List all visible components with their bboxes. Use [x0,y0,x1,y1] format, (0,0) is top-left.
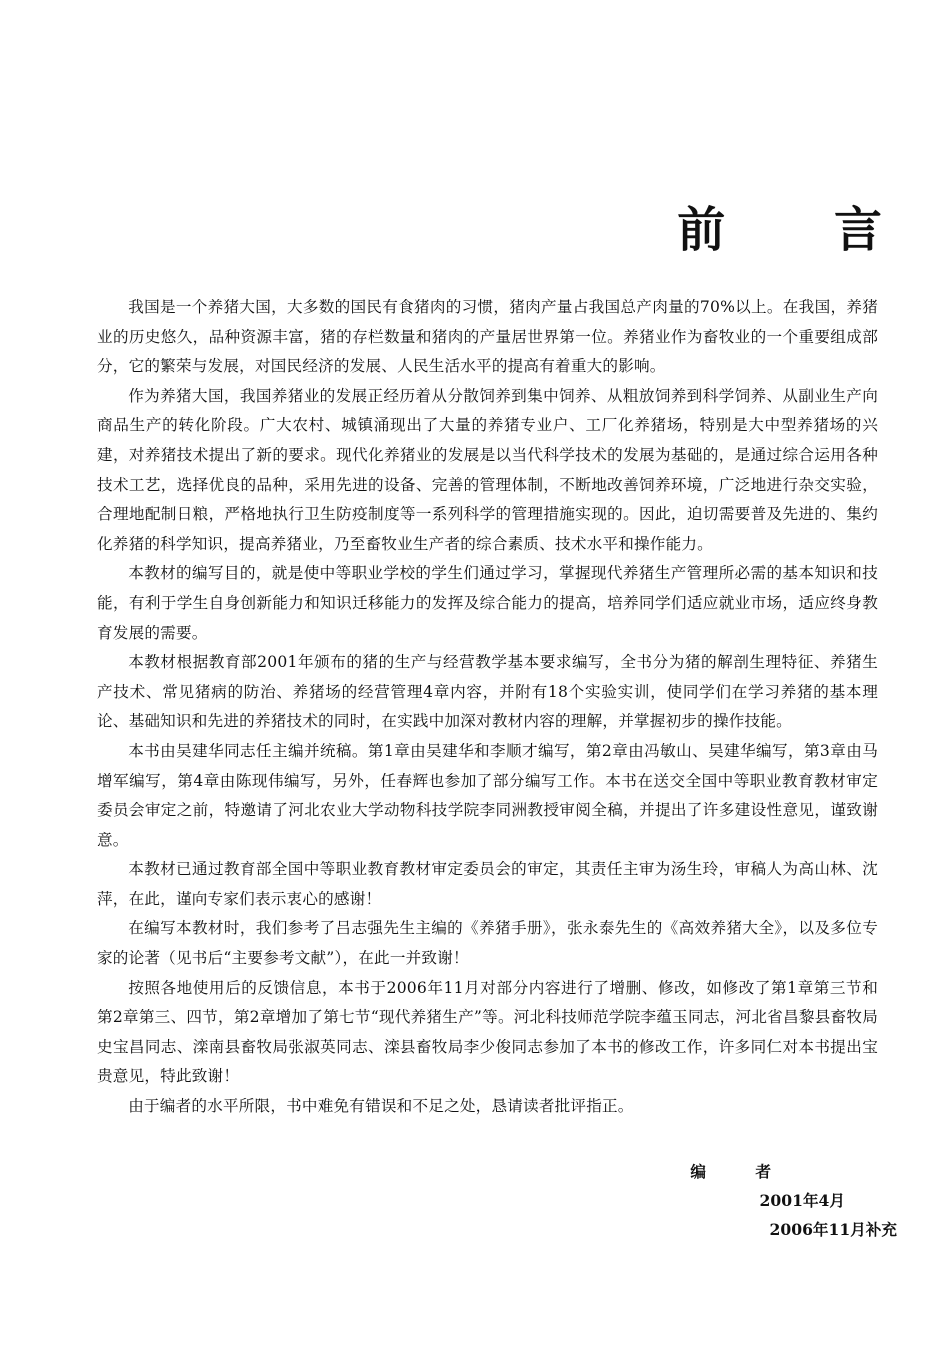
signature-block [690,1157,897,1244]
signature-date: 2001年4月 [759,1191,845,1210]
page-title: 前 言 [677,202,928,258]
preface-body [97,293,878,1122]
paragraph-2: 作为养猪大国，我国养猪业的发展正经历着从分散饲养到集中饲养、从粗放饲养到科学饲养、从副业生产向商品生产的转化阶段。广大农村、城镇涌现出了大量的养猪专业户、工厂化养猪场，特别是大中型养猪场的兴建，对养猪技术提出了新的要求。现代化养猪业的发展是以当代科学技术的发展为基础的，是通过综合运用各种技术工艺，选择优良的品种，采用先进的设备、完善的管理体制，不断地改善饲养环境，广泛地进行杂交实验，合理地配制日粮，严格地执行卫生防疫制度等一系列科学的管理措施实现的。因此，迫切需要普及先进的、集约化养猪的科学知识，提高养猪业，乃至畜牧业生产者的综合素质、技术水平和操作能力。 [97,386,878,553]
signature-supplement-date: 2006年11月补充 [769,1220,897,1239]
paragraph-9: 由于编者的水平所限，书中难免有错误和不足之处，恳请读者批评指正。 [128,1097,634,1116]
paragraph-1: 我国是一个养猪大国，大多数的国民有食猪肉的习惯，猪肉产量占我国总产肉量的70%以上。在我国，养猪业的历史悠久，品种资源丰富，猪的存栏数量和猪肉的产量居世界第一位。养猪业作为畜牧业的一个重要组成部分，它的繁荣与发展，对国民经济的发展、人民生活水平的提高有着重大的影响。 [97,298,878,376]
paragraph-4: 本教材根据教育部2001年颁布的猪的生产与经营教学基本要求编写，全书分为猪的解剖生理特征、养猪生产技术、常见猪病的防治、养猪场的经营管理4章内容，并附有18个实验实训，使同学们在学习养猪的基本理论、基础知识和先进的养猪技术的同时，在实践中加深对教材内容的理解，并掌握初步的操作技能。 [97,653,878,731]
paragraph-3: 本教材的编写目的，就是使中等职业学校的学生们通过学习，掌握现代养猪生产管理所必需的基本知识和技能，有利于学生自身创新能力和知识迁移能力的发挥及综合能力的提高，培养同学们适应就业市场，适应终身教育发展的需要。 [97,564,878,642]
paragraph-7: 在编写本教材时，我们参考了吕志强先生主编的《养猪手册》，张永泰先生的《高效养猪大全》，以及多位专家的论著（见书后“主要参考文献”），在此一并致谢！ [97,919,878,968]
paragraph-5: 本书由吴建华同志任主编并统稿。第1章由吴建华和李顺才编写，第2章由冯敏山、吴建华编写，第3章由马增军编写，第4章由陈现伟编写，另外，任春辉也参加了部分编写工作。本书在送交全国中等职业教育教材审定委员会审定之前，特邀请了河北农业大学动物科技学院李同洲教授审阅全稿，并提出了许多建设性意见，谨致谢意。 [97,741,878,849]
paragraph-8: 按照各地使用后的反馈信息，本书于2006年11月对部分内容进行了增删、修改，如修改了第1章第三节和第2章第三、四节，第2章增加了第七节“现代养猪生产”等。河北科技师范学院李蕴玉同志，河北省昌黎县畜牧局史宝昌同志、滦南县畜牧局张淑英同志、滦县畜牧局李少俊同志参加了本书的修改工作，许多同仁对本书提出宝贵意见，特此致谢！ [97,978,878,1086]
signature-editor: 编 者 [690,1162,793,1181]
paragraph-6: 本教材已通过教育部全国中等职业教育教材审定委员会的审定，其责任主审为汤生玲，审稿人为高山林、沈萍，在此，谨向专家们表示衷心的感谢！ [97,860,878,908]
